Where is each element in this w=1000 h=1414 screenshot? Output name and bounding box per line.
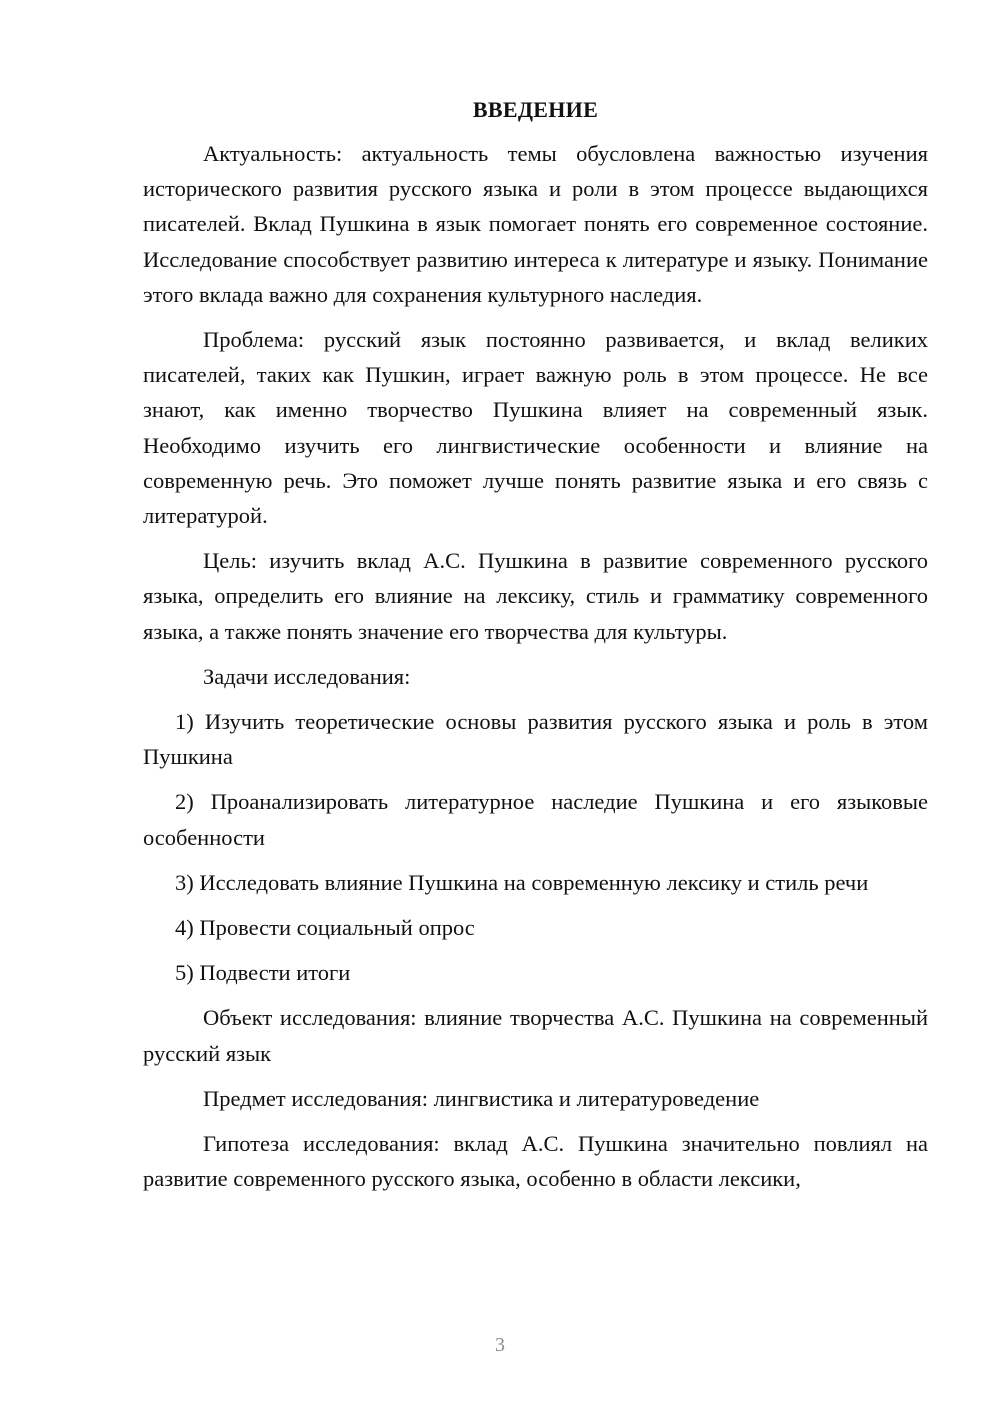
document-page (143, 94, 928, 1196)
task-item-4: 4) Провести социальный опрос (175, 915, 475, 941)
paragraph-object: Объект исследования: влияние творчества А.С. Пушкина на современный русский язык (143, 1005, 928, 1066)
task-item-5: 5) Подвести итоги (175, 960, 351, 986)
task-item-2: 2) Проанализировать литературное наследие Пушкина и его языковые особенности (143, 789, 928, 850)
paragraph-goal: Цель: изучить вклад А.С. Пушкина в развитие современного русского языка, определить его влияние на лексику, стиль и грамматику современного языка, а также понять значение его творчества для культуры. (143, 548, 928, 644)
section-title: ВВЕДЕНИЕ (472, 97, 599, 122)
paragraph-subject: Предмет исследования: лингвистика и литературоведение (203, 1085, 760, 1111)
paragraph-problem: Проблема: русский язык постоянно развивается, и вклад великих писателей, таких как Пушкин, играет важную роль в этом процессе. Не все знают, как именно творчество Пушкина влияет на современный язык. Необходимо изучить его лингвистические особенности и влияние на современную речь. Это поможет лучше понять развитие языка и его связь с литературой. (143, 327, 928, 529)
task-item-1: 1) Изучить теоретические основы развития русского языка и роль в этом Пушкина (143, 709, 928, 770)
paragraph-hypothesis: Гипотеза исследования: вклад А.С. Пушкина значительно повлиял на развитие современного русского языка, особенно в области лексики, (143, 1131, 928, 1192)
paragraph-relevance: Актуальность: актуальность темы обусловлена важностью изучения исторического развития русского языка и роли в этом процессе выдающихся писателей. Вклад Пушкина в язык помогает понять его современное состояние. Исследование способствует развитию интереса к литературе и языку. Понимание этого вклада важно для сохранения культурного наследия. (143, 141, 928, 307)
tasks-heading: Задачи исследования: (203, 663, 411, 689)
page-number: 3 (495, 1334, 505, 1356)
task-item-3: 3) Исследовать влияние Пушкина на современную лексику и стиль речи (175, 869, 869, 895)
